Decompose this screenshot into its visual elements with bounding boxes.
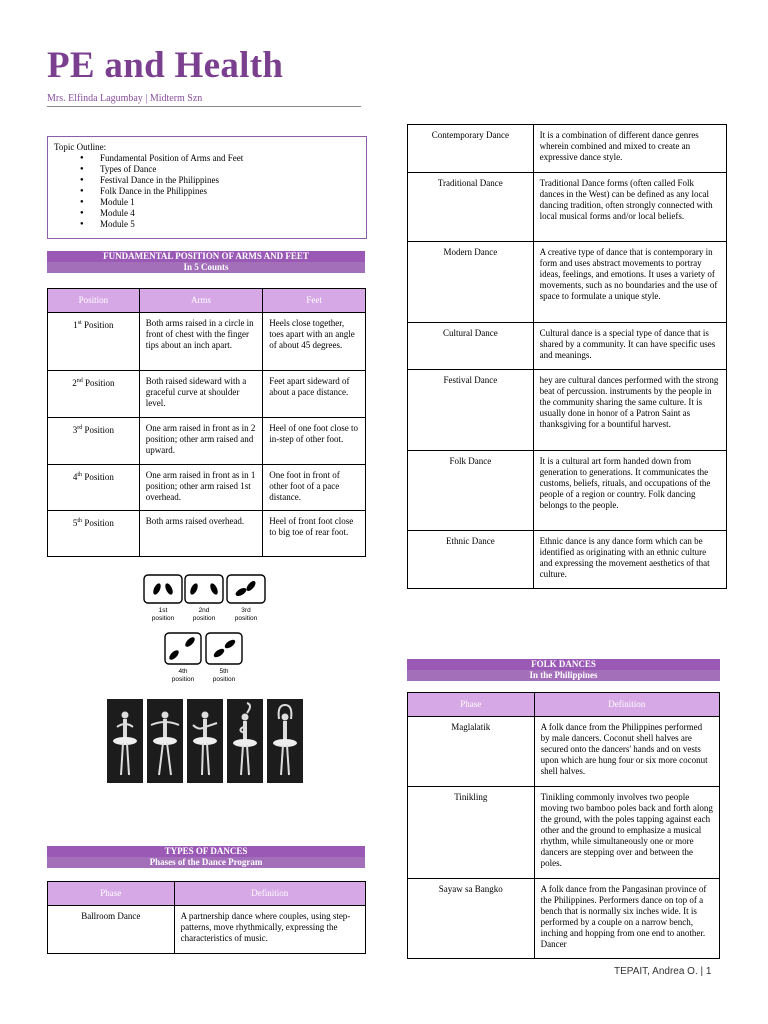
definition-cell: hey are cultural dances performed with the strong beat of percussion. instruments by the people in the community sharing the same culture. It is usually done in honor of a Patron Saint as thanksgiving for a bountiful harvest. — [533, 370, 726, 451]
definition-cell: A partnership dance where couples, using step-patterns, move rhythmically, expressing the characteristics of music. — [174, 906, 365, 954]
foot-position-3-icon — [227, 575, 265, 603]
page-footer: TEPAIT, Andrea O. | 1 — [614, 966, 712, 977]
feet-caption: 3rd — [241, 607, 251, 614]
feet-caption: 4th — [178, 668, 188, 675]
definition-cell: Cultural dance is a special type of dance that is shared by a community. It can have specific uses and meanings. — [533, 323, 726, 370]
arms-cell: Both arms raised overhead. — [139, 511, 263, 557]
definition-cell: It is a combination of different dance genres wherein combined and mixed to create an expressive dance style. — [533, 125, 726, 173]
fundamental-section-header — [47, 251, 365, 273]
table-row — [48, 906, 366, 954]
ballet-dancer-1 — [107, 699, 143, 783]
topic-outline-list — [80, 153, 360, 230]
position-cell: 2nd Position — [48, 371, 140, 418]
types-of-dances-table-continued — [407, 124, 727, 589]
phase-cell: Sayaw sa Bangko — [408, 879, 535, 959]
ballet-dancer-5 — [267, 699, 303, 783]
definition-cell: A folk dance from the Pangasinan province of the Philippines. Performers dance on top of a bench that is normally six inches wide. It is performed by a couple on a narrow bench, inching and hopping from one end to another. Dancer — [534, 879, 719, 959]
arms-cell: One arm raised in front as in 2 position; other arm raised and upward. — [139, 418, 263, 465]
outline-item: ● Festival Dance in the Philippines — [80, 175, 360, 186]
outline-item: ● Module 1 — [80, 197, 360, 208]
phase-cell: Contemporary Dance — [408, 125, 534, 173]
definition-cell: Traditional Dance forms (often called Folk dances in the West) can be defined as any local dancing tradition, often strongly connected with local musical forms and/or local beliefs. — [533, 173, 726, 242]
outline-item: ● Module 5 — [80, 219, 360, 230]
foot-position-4-icon — [165, 633, 201, 664]
column-header-definition: Definition — [174, 882, 365, 906]
folk-section-title: FOLK DANCES — [407, 659, 720, 670]
table-row — [408, 370, 727, 451]
foot-position-5-icon — [206, 633, 242, 664]
outline-item: ● Fundamental Position of Arms and Feet — [80, 153, 360, 164]
feet-caption: 2nd — [198, 607, 210, 614]
definition-cell: A folk dance from the Philippines performed by male dancers. Coconut shell halves are secured onto the dancers' hands and on vests upon which are hung four or six more coconut shell halves. — [534, 717, 719, 787]
phase-cell: Tinikling — [408, 787, 535, 879]
types-section-subtitle: Phases of the Dance Program — [47, 857, 365, 868]
outline-item: ● Types of Dance — [80, 164, 360, 175]
position-cell: 3rd Position — [48, 418, 140, 465]
definition-cell: A creative type of dance that is contemporary in form and uses abstract movements to portray ideas, feelings, and emotions. It uses a variety of movements, such as no boundaries and the use of space to formulate a unique style. — [533, 242, 726, 323]
definition-cell: Tinikling commonly involves two people moving two bamboo poles back and forth along the ground, with the poles tapping against each other and the ground to emphasize a musical rhythm, while simultaneously one or more dancers are stepping over and between the poles. — [534, 787, 719, 879]
folk-section-subtitle: In the Philippines — [407, 670, 720, 681]
phase-cell: Festival Dance — [408, 370, 534, 451]
feet-caption: 1st — [158, 607, 168, 614]
column-header-phase: Phase — [48, 882, 175, 906]
position-cell: 1st Position — [48, 313, 140, 371]
feet-cell: One foot in front of other foot of a pace distance. — [263, 465, 366, 511]
table-row — [48, 465, 366, 511]
definition-cell: It is a cultural art form handed down from generation to generations. It communicates the customs, beliefs, rituals, and occupations of the people of a region or country. Folk dancing belongs to the people. — [533, 451, 726, 531]
types-section-title: TYPES OF DANCES — [47, 846, 365, 857]
outline-item: ● Module 4 — [80, 208, 360, 219]
feet-cell: Feet apart sideward of about a pace distance. — [263, 371, 366, 418]
feet-caption: position — [171, 676, 195, 683]
table-row — [48, 418, 366, 465]
page-title: PE and Health — [47, 45, 284, 86]
ballet-arm-positions-photo — [107, 699, 303, 783]
feet-cell: Heel of one foot close to in-step of other foot. — [263, 418, 366, 465]
table-row — [408, 323, 727, 370]
types-of-dances-table — [47, 881, 366, 954]
phase-cell: Ethnic Dance — [408, 531, 534, 589]
outline-item: ● Folk Dance in the Philippines — [80, 186, 360, 197]
fundamental-positions-table — [47, 288, 366, 557]
arms-cell: Both raised sideward with a graceful curve at shoulder level. — [139, 371, 263, 418]
phase-cell: Ballroom Dance — [48, 906, 175, 954]
feet-caption: position — [234, 615, 258, 622]
table-row — [408, 787, 720, 879]
column-header-definition: Definition — [534, 693, 719, 717]
table-row — [48, 371, 366, 418]
page-subtitle: Mrs. Elfinda Lagumbay | Midterm Szn — [47, 93, 203, 104]
foot-position-1-icon — [144, 575, 182, 603]
column-header-position: Position — [48, 289, 140, 313]
phase-cell: Folk Dance — [408, 451, 534, 531]
feet-caption: position — [151, 615, 175, 622]
folk-section-header — [407, 659, 720, 681]
table-row — [408, 717, 720, 787]
types-section-header — [47, 846, 365, 868]
fundamental-section-title: FUNDAMENTAL POSITION OF ARMS AND FEET — [47, 251, 365, 262]
phase-cell: Cultural Dance — [408, 323, 534, 370]
table-row — [408, 879, 720, 959]
phase-cell: Modern Dance — [408, 242, 534, 323]
table-row — [408, 451, 727, 531]
column-header-phase: Phase — [408, 693, 535, 717]
fundamental-section-subtitle: In 5 Counts — [47, 262, 365, 273]
column-header-arms: Arms — [139, 289, 263, 313]
table-row — [408, 125, 727, 173]
definition-cell: Ethnic dance is any dance form which can be identified as originating with an ethnic culture and expressing the movement aesthetics of that culture. — [533, 531, 726, 589]
feet-caption: position — [192, 615, 216, 622]
feet-cell: Heels close together, toes apart with an angle of about 45 degrees. — [263, 313, 366, 371]
table-row — [408, 173, 727, 242]
ballet-dancer-4 — [227, 699, 263, 783]
feet-cell: Heel of front foot close to big toe of rear foot. — [263, 511, 366, 557]
title-divider — [47, 106, 361, 107]
column-header-feet: Feet — [263, 289, 366, 313]
topic-outline-box — [47, 136, 367, 239]
table-header-row — [48, 289, 366, 313]
position-cell: 5th Position — [48, 511, 140, 557]
arms-cell: Both arms raised in a circle in front of chest with the finger tips about an inch apart. — [139, 313, 263, 371]
arms-cell: One arm raised in front as in 1 position; other arm raised 1st overhead. — [139, 465, 263, 511]
table-header-row — [408, 693, 720, 717]
ballet-dancer-2 — [147, 699, 183, 783]
table-header-row — [48, 882, 366, 906]
position-cell: 4th Position — [48, 465, 140, 511]
ballet-dancer-3 — [187, 699, 223, 783]
feet-positions-illustration — [143, 574, 267, 686]
phase-cell: Traditional Dance — [408, 173, 534, 242]
topic-outline-heading: Topic Outline: — [54, 142, 107, 152]
folk-dances-table — [407, 692, 720, 959]
table-row — [408, 531, 727, 589]
phase-cell: Maglalatik — [408, 717, 535, 787]
table-row — [48, 511, 366, 557]
foot-position-2-icon — [185, 575, 223, 603]
table-row — [48, 313, 366, 371]
feet-caption: position — [212, 676, 236, 683]
feet-caption: 5th — [219, 668, 229, 675]
table-row — [408, 242, 727, 323]
